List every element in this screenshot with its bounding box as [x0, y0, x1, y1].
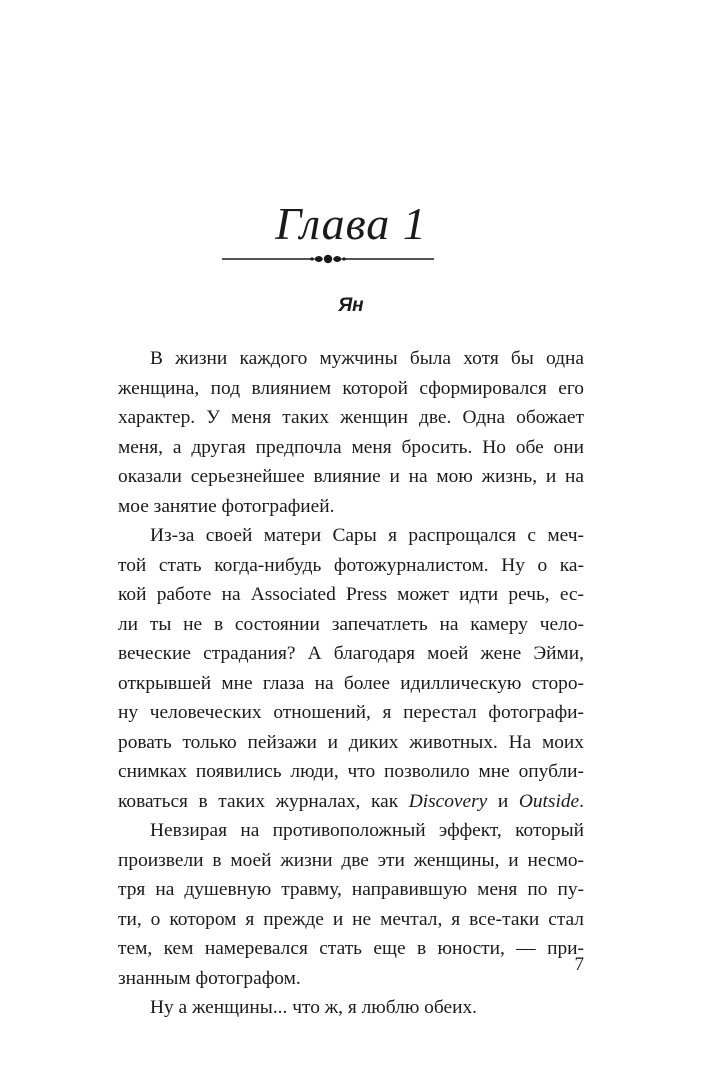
- ornament-divider: [222, 250, 434, 268]
- text-line: женщина, под влиянием которой сформировался его: [118, 377, 584, 399]
- magazine-title: Discovery: [408, 790, 488, 812]
- text-line: знанным фотографом.: [118, 967, 301, 989]
- text-line: Невзирая на противоположный эффект, который: [150, 820, 584, 841]
- text-line: Ну а женщины... что ж, я люблю обеих.: [150, 997, 477, 1018]
- chapter-subtitle: Ян: [338, 295, 364, 316]
- chapter-title: Глава 1: [275, 198, 427, 249]
- text-line: кой работе на Associated Press может идти речь, ес-: [118, 584, 584, 605]
- text-line: характер. У меня таких женщин две. Одна обожает: [118, 407, 584, 428]
- paragraph-4: [118, 993, 584, 1023]
- text-line: веческие страдания? А благодаря моей жене Эйми,: [118, 643, 584, 664]
- text-segment: и: [487, 790, 519, 812]
- text-line: снимках появились люди, что позволило мне опубли-: [118, 761, 584, 782]
- text-line: меня, а другая предпочла меня бросить. Но обе они: [118, 436, 584, 458]
- text-line: В жизни каждого мужчины была хотя бы одна: [150, 348, 584, 369]
- text-line: оказали серьезнейшее влияние и на мою жизнь, и на: [118, 466, 584, 487]
- page-number: 7: [574, 954, 584, 975]
- text-line: ну человеческих отношений, я перестал фотографи-: [118, 702, 584, 723]
- text-line: тем, кем намеревался стать еще в юности, — при-: [118, 938, 584, 959]
- text-line: ли ты не в состоянии запечатлеть на камеру чело-: [118, 613, 584, 635]
- paragraph-1: [118, 344, 584, 521]
- paragraph-2: [118, 521, 584, 816]
- text-line: открывшей мне глаза на более идиллическую сторо-: [118, 672, 584, 694]
- text-segment: коваться в таких журналах, как: [118, 790, 409, 812]
- text-line: [118, 787, 584, 817]
- text-line: тря на душевную травму, направившую меня по пу-: [118, 879, 584, 900]
- text-line: мое занятие фотографией.: [118, 495, 335, 517]
- text-line: ровать только пейзажи и диких животных. На моих: [118, 731, 584, 753]
- text-line: Из-за своей матери Сары я распрощался с меч-: [150, 525, 584, 546]
- text-line: той стать когда-нибудь фотожурналистом. Ну о ка-: [118, 554, 584, 576]
- paragraph-3: [118, 816, 584, 993]
- text-line: ти, о котором я прежде и не мечтал, я все-таки стал: [118, 908, 584, 930]
- text-line: произвели в моей жизни две эти женщины, и несмо-: [118, 849, 584, 871]
- chapter-body: [118, 344, 584, 1023]
- magazine-title: Outside: [518, 790, 580, 812]
- text-segment: .: [579, 790, 584, 812]
